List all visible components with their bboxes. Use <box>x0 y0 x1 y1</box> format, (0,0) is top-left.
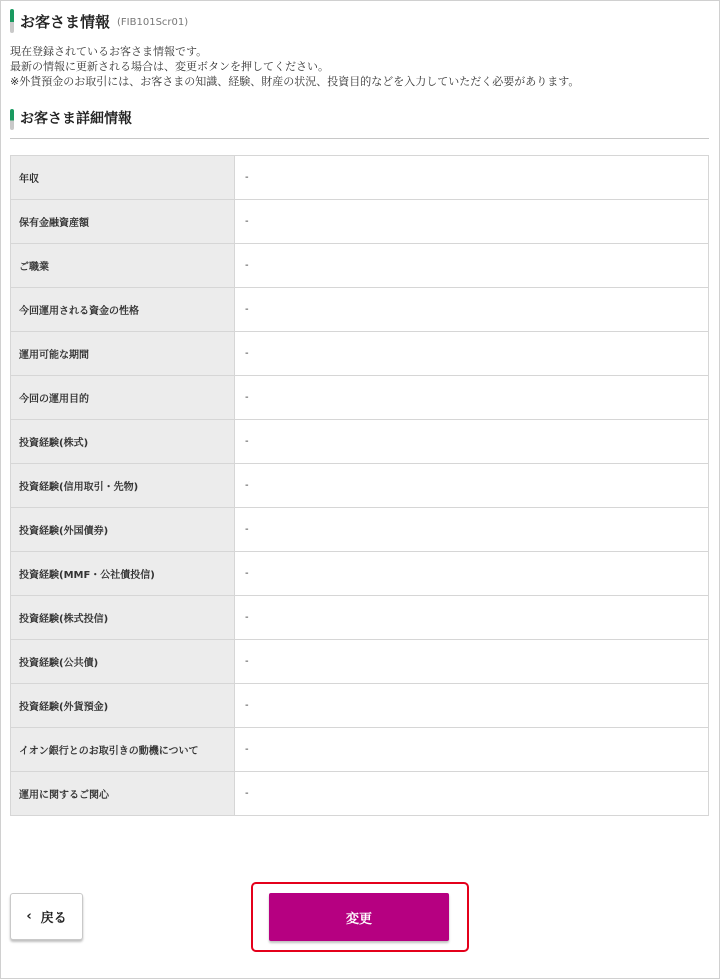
row-label: 運用に関するご関心 <box>11 772 235 816</box>
title-accent-bar <box>10 9 14 33</box>
row-label: 投資経験(MMF・公社債投信) <box>11 552 235 596</box>
intro-line: 最新の情報に更新される場合は、変更ボタンを押してください。 <box>10 60 329 73</box>
customer-detail-table <box>10 155 709 816</box>
table-row <box>11 640 709 684</box>
row-value: - <box>235 728 709 772</box>
table-row <box>11 772 709 816</box>
row-value: - <box>235 376 709 420</box>
table-row <box>11 376 709 420</box>
row-value: - <box>235 420 709 464</box>
table-row <box>11 596 709 640</box>
back-button-label: 戻る <box>40 911 67 926</box>
row-label: 投資経験(公共債) <box>11 640 235 684</box>
row-value: - <box>235 464 709 508</box>
row-label: 運用可能な期間 <box>11 332 235 376</box>
row-label: 投資経験(外貨預金) <box>11 684 235 728</box>
row-value: - <box>235 640 709 684</box>
change-button-label: 変更 <box>345 911 372 927</box>
table-row <box>11 728 709 772</box>
table-row <box>11 288 709 332</box>
table-row <box>11 332 709 376</box>
row-value: - <box>235 244 709 288</box>
row-value: - <box>235 508 709 552</box>
row-value: - <box>235 684 709 728</box>
table-row <box>11 552 709 596</box>
table-row <box>11 508 709 552</box>
row-label: 投資経験(信用取引・先物) <box>11 464 235 508</box>
section-title <box>10 109 709 139</box>
page-title <box>10 9 188 33</box>
table-row <box>11 684 709 728</box>
row-label: 年収 <box>11 156 235 200</box>
chevron-left-icon: ‹ <box>26 909 32 924</box>
row-label: 投資経験(株式投信) <box>11 596 235 640</box>
row-value: - <box>235 596 709 640</box>
row-value: - <box>235 772 709 816</box>
screen-code: (FIB101Scr01) <box>117 17 189 28</box>
row-label: 今回運用される資金の性格 <box>11 288 235 332</box>
row-label: ご職業 <box>11 244 235 288</box>
row-label: イオン銀行とのお取引きの動機について <box>11 728 235 772</box>
row-label: 今回の運用目的 <box>11 376 235 420</box>
section-title-text: お客さま詳細情報 <box>20 111 132 127</box>
table-row <box>11 420 709 464</box>
intro-text <box>10 44 710 89</box>
row-value: - <box>235 200 709 244</box>
row-value: - <box>235 156 709 200</box>
row-value: - <box>235 552 709 596</box>
intro-line: 現在登録されているお客さま情報です。 <box>10 45 208 58</box>
page-title-text: お客さま情報 <box>20 12 111 31</box>
change-button[interactable] <box>269 893 449 941</box>
table-row <box>11 156 709 200</box>
table-row <box>11 244 709 288</box>
section-accent-bar <box>10 109 14 130</box>
table-row <box>11 464 709 508</box>
row-label: 投資経験(株式) <box>11 420 235 464</box>
row-value: - <box>235 332 709 376</box>
row-label: 保有金融資産額 <box>11 200 235 244</box>
intro-line: ※外貨預金のお取引には、お客さまの知識、経験、財産の状況、投資目的などを入力していただく必要があります。 <box>10 75 580 88</box>
back-button[interactable] <box>10 893 83 940</box>
row-label: 投資経験(外国債券) <box>11 508 235 552</box>
table-row <box>11 200 709 244</box>
row-value: - <box>235 288 709 332</box>
